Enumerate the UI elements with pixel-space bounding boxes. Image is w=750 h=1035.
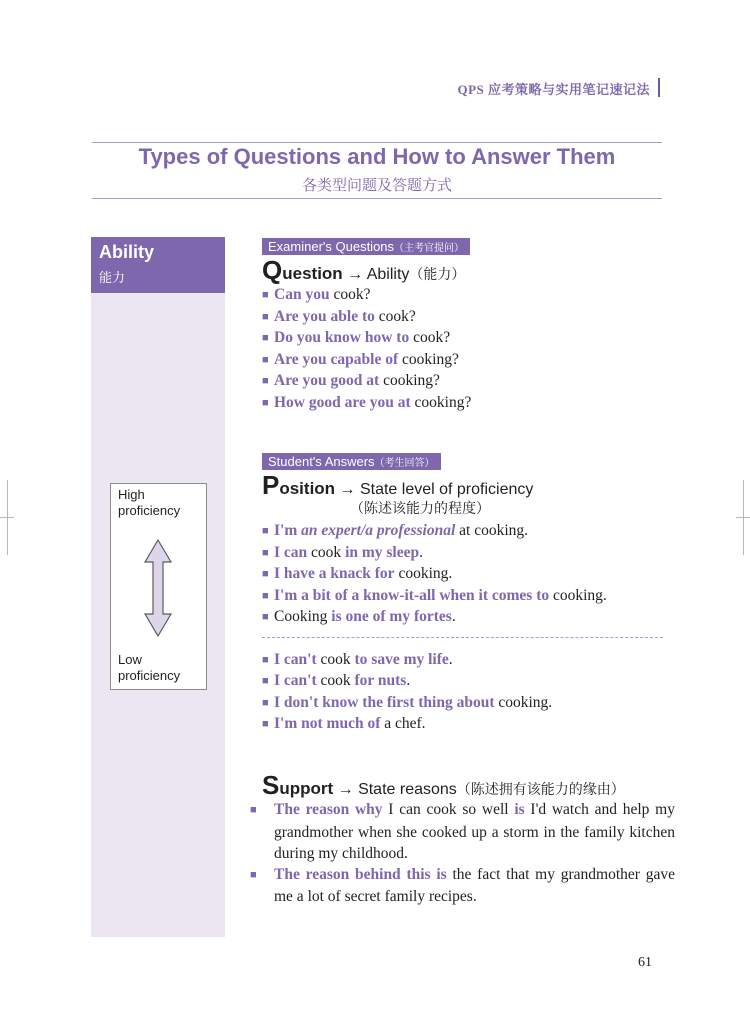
question-rest: cook?: [374, 307, 416, 325]
support-rest: I'd watch and help my grandmother when she cooked up a storm in the family kitchen during my childhood.: [274, 801, 675, 862]
answer-phrase: to save my life: [354, 650, 449, 668]
support-initial: S: [262, 770, 280, 800]
answer-rest: a chef.: [380, 715, 426, 732]
running-head: QPS 应考策略与实用笔记速记法: [457, 82, 650, 97]
topic-title: Ability: [99, 242, 155, 262]
answer-rest: cooking.: [549, 586, 607, 604]
question-label: Ability: [366, 266, 410, 283]
page-title: Types of Questions and How to Answer Them: [138, 144, 616, 169]
answer-phrase: I don't know the first thing about: [274, 693, 495, 711]
support-label-zh: （陈述拥有该能力的缘由）: [456, 782, 625, 798]
square-bullet-icon: ■: [262, 332, 269, 344]
high-proficiency-label: [118, 487, 180, 519]
support-label: State reasons: [358, 781, 457, 798]
examiner-tag-zh: （主考官提问）: [394, 243, 465, 254]
question-phrase: How good are you at: [274, 393, 411, 411]
question-phrase: Are you able to: [274, 307, 375, 325]
answer-rest: cook: [307, 543, 346, 561]
support-phrase: The reason why: [274, 801, 383, 818]
position-word: osition: [279, 479, 336, 498]
position-label-zh: （陈述该能力的程度）: [350, 501, 490, 517]
support-heading: [262, 770, 625, 801]
answer-item-high: [262, 542, 663, 565]
answer-rest: .: [419, 543, 423, 561]
title-rule-top: [92, 142, 662, 143]
low-proficiency-label: [118, 652, 180, 684]
square-bullet-icon: ■: [262, 568, 269, 580]
question-item: [262, 327, 663, 350]
answer-item-low: [262, 692, 663, 715]
topic-title-zh: 能力: [99, 271, 126, 286]
question-phrase: Can you: [274, 286, 330, 303]
answer-rest: cook: [316, 672, 355, 689]
answer-phrase: I can't: [274, 650, 317, 668]
answer-phrase: I have a knack for: [274, 565, 395, 582]
low-label-line2: proficiency: [118, 668, 181, 683]
answer-phrase: I can't: [274, 672, 317, 689]
student-tag-zh: （考生回答）: [374, 458, 435, 469]
position-heading: [262, 470, 533, 501]
answer-rest: Cooking: [274, 608, 332, 625]
question-item: [262, 370, 663, 393]
question-phrase: Are you capable of: [274, 350, 399, 368]
answer-rest: cooking.: [394, 565, 453, 582]
answer-item-low: [262, 713, 663, 736]
square-bullet-icon: ■: [262, 718, 269, 730]
answer-rest: .: [451, 608, 456, 625]
support-phrase: The reason behind this is: [274, 865, 447, 883]
square-bullet-icon: ■: [262, 289, 269, 301]
page-subtitle: 各类型问题及答题方式: [301, 176, 452, 194]
high-label-line2: proficiency: [118, 503, 181, 518]
answer-phrase: is one of my fortes: [331, 608, 452, 625]
question-item: [262, 306, 663, 329]
answer-rest: cook: [316, 650, 355, 668]
proficiency-scale: [110, 483, 207, 690]
question-item: [262, 284, 663, 307]
square-bullet-icon: ■: [262, 310, 269, 323]
answer-phrase: I'm: [274, 522, 302, 539]
high-label-line1: High: [118, 487, 145, 502]
question-rest: cooking?: [379, 372, 440, 389]
square-bullet-icon: ■: [262, 525, 269, 537]
question-initial: Q: [262, 255, 283, 285]
answer-rest: at cooking.: [455, 522, 529, 539]
question-rest: cook?: [329, 286, 371, 303]
square-bullet-icon: ■: [250, 804, 257, 816]
running-head-bar: [658, 78, 660, 97]
student-tag-text: Student's Answers: [268, 454, 375, 469]
answer-item-low: [262, 670, 663, 693]
answer-phrase: I can: [274, 543, 308, 561]
answer-item-low: [262, 649, 663, 672]
arrow-icon: →: [335, 481, 360, 498]
square-bullet-icon: ■: [262, 375, 269, 387]
square-bullet-icon: ■: [262, 353, 269, 366]
answer-phrase: for nuts: [354, 672, 407, 689]
answer-item-high: [262, 585, 663, 608]
square-bullet-icon: ■: [262, 396, 269, 409]
examiner-tag-text: Examiner's Questions: [268, 239, 395, 254]
arrow-icon: →: [333, 781, 359, 798]
support-word: upport: [279, 779, 334, 798]
support-rest: I can cook so well: [382, 801, 515, 818]
support-phrase: is: [514, 801, 525, 818]
examiner-questions-tag: [262, 238, 470, 255]
square-bullet-icon: ■: [262, 589, 269, 602]
answer-item-high: [262, 563, 663, 586]
square-bullet-icon: ■: [250, 868, 257, 881]
support-item: [250, 799, 675, 865]
position-label: State level of proficiency: [359, 481, 534, 498]
arrow-icon: →: [342, 266, 367, 283]
answer-rest: cooking.: [494, 693, 553, 711]
support-rest: the fact that my grandmother gave me a lot of secret family recipes.: [274, 865, 675, 905]
position-initial: P: [262, 470, 280, 500]
question-phrase: Do you know how to: [274, 329, 410, 346]
answer-phrase: I'm a bit of a know-it-all when it comes to: [274, 586, 550, 604]
square-bullet-icon: ■: [262, 696, 269, 709]
question-item: [262, 392, 663, 415]
answer-phrase-italic: an expert/a professional: [301, 522, 456, 539]
answer-rest: .: [448, 650, 453, 668]
question-label-zh: （能力）: [409, 267, 466, 283]
answer-rest: .: [406, 672, 411, 689]
question-rest: cooking?: [398, 350, 459, 368]
student-answers-tag: [262, 453, 441, 470]
question-rest: cooking?: [410, 393, 472, 411]
question-item: [262, 349, 663, 372]
question-rest: cook?: [409, 329, 451, 346]
low-label-line1: Low: [118, 652, 142, 667]
answer-item-high: [262, 606, 663, 629]
crop-mark-right-vertical: [743, 480, 744, 555]
square-bullet-icon: ■: [262, 675, 269, 687]
answer-phrase: in my sleep: [345, 543, 420, 561]
question-phrase: Are you good at: [274, 372, 380, 389]
page-number: 61: [638, 955, 652, 970]
double-arrow-icon: [143, 538, 173, 638]
square-bullet-icon: ■: [262, 653, 269, 666]
title-rule-bottom: [92, 198, 662, 199]
answer-item-high: [262, 520, 663, 543]
support-item: [250, 864, 675, 908]
crop-mark-left-vertical: [7, 480, 8, 555]
square-bullet-icon: ■: [262, 611, 269, 623]
separator-dashed: [262, 637, 663, 638]
answer-phrase: I'm not much of: [274, 715, 381, 732]
square-bullet-icon: ■: [262, 546, 269, 559]
question-heading: [262, 255, 465, 286]
question-word: uestion: [282, 264, 343, 283]
